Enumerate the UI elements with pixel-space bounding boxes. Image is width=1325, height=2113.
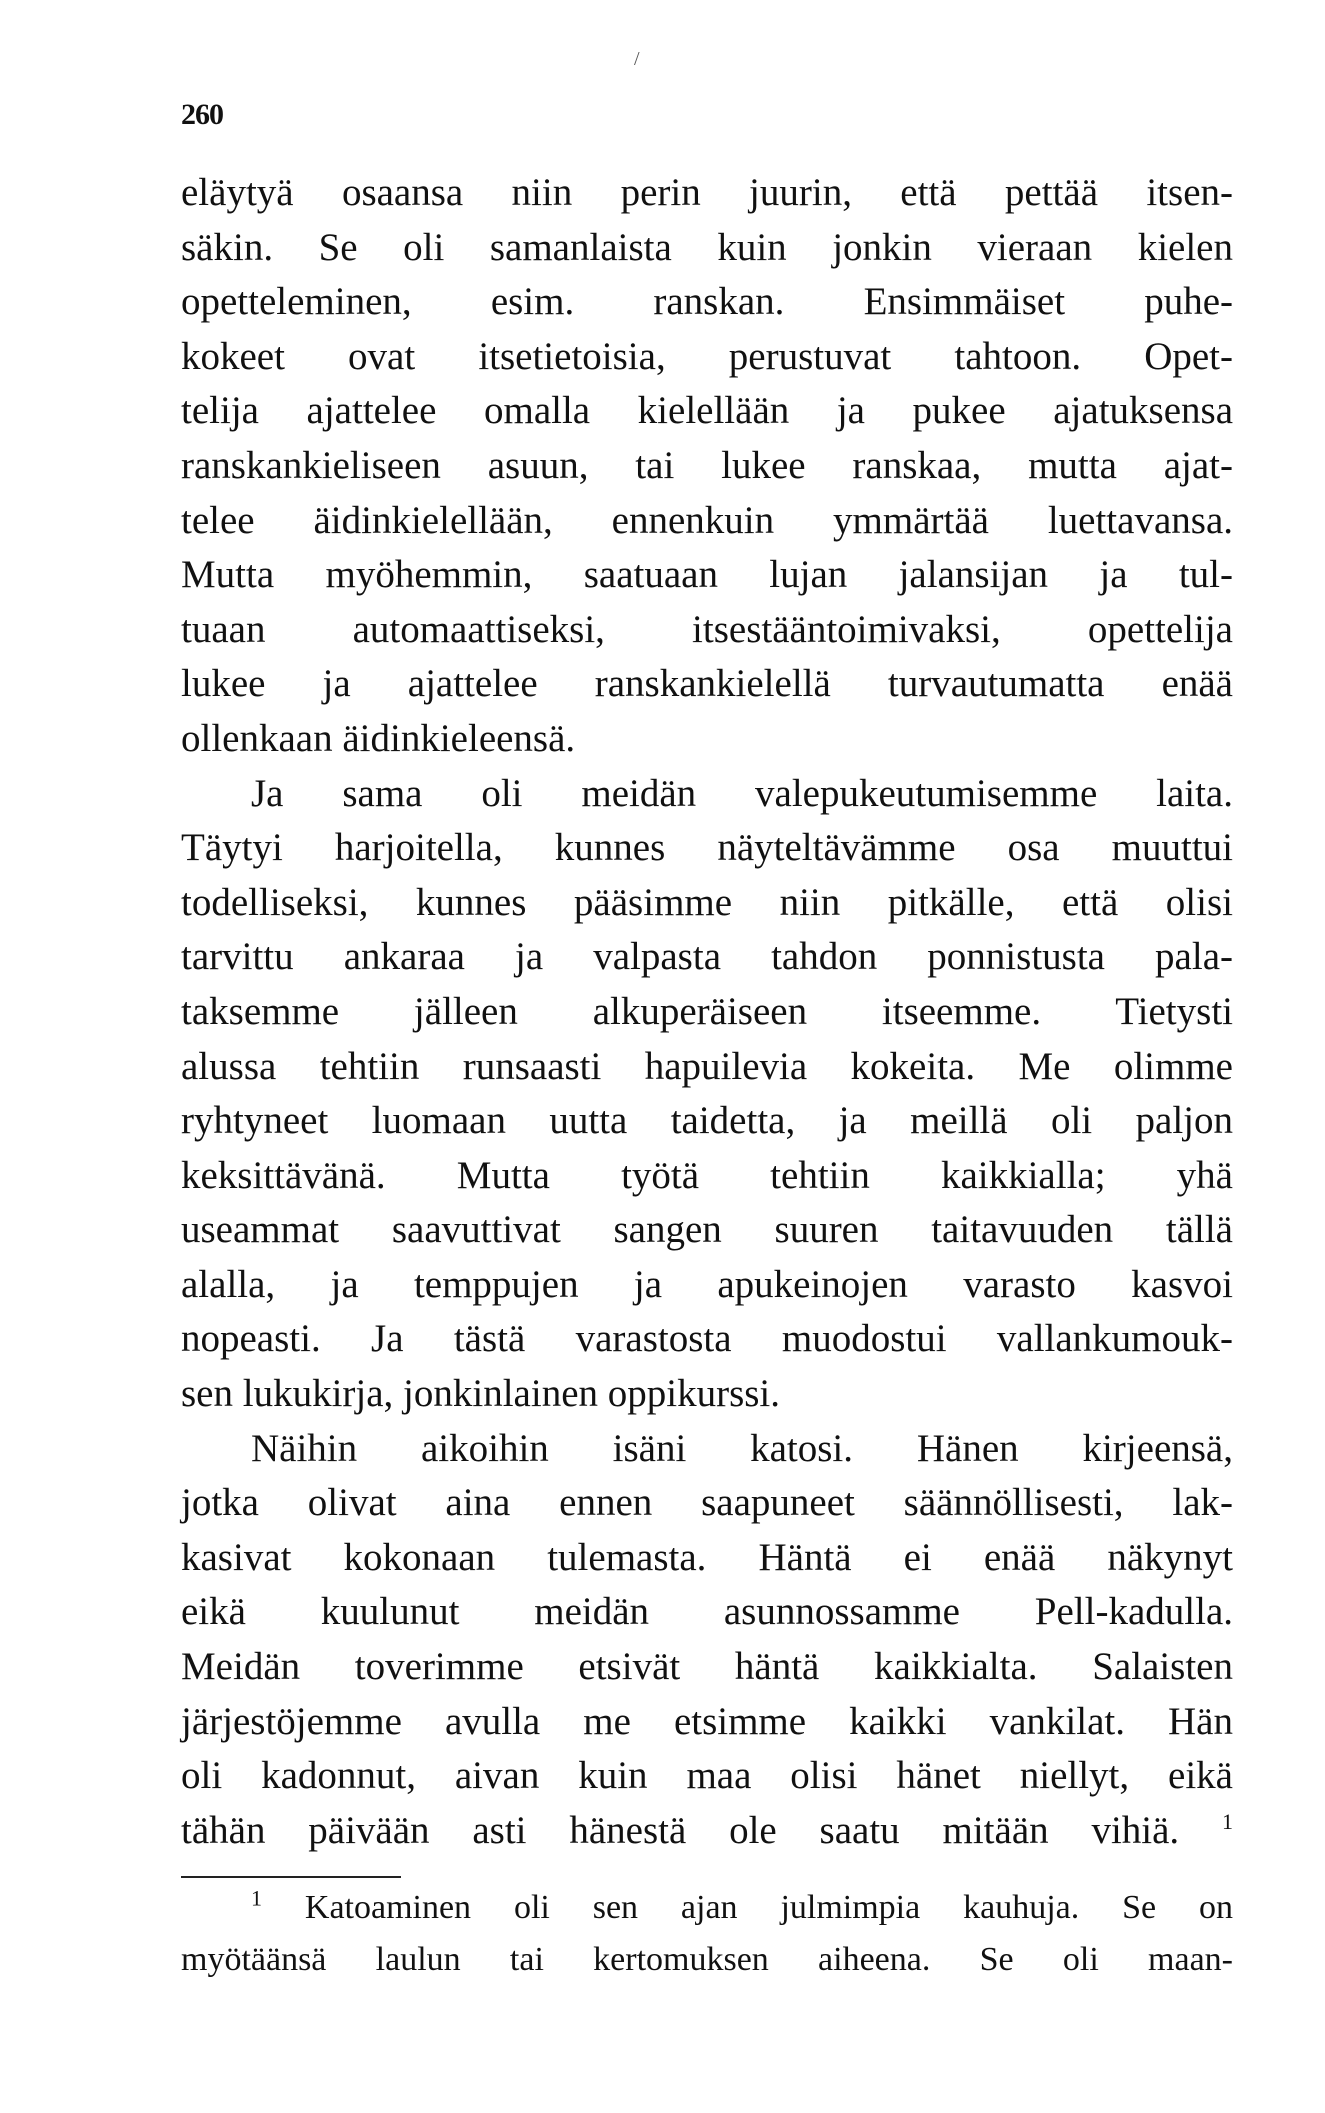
text-line: ollenkaan äidinkieleensä.: [181, 716, 576, 760]
text-line: useammat saavuttivat sangen suuren taitavuuden tällä: [181, 1208, 1233, 1252]
body-text: [181, 166, 1233, 1858]
footnote-marker: 1: [251, 1885, 262, 1911]
text-line: nopeasti. Ja tästä varastosta muodostui vallankumouk-: [181, 1317, 1233, 1361]
text-line: kasivat kokonaan tulemasta. Häntä ei enää näkynyt: [181, 1535, 1233, 1579]
text-line: todelliseksi, kunnes pääsimme niin pitkälle, että olisi: [181, 880, 1233, 924]
text-line-with-footnote-ref: [181, 1804, 1233, 1859]
footnote-line: [181, 1882, 1233, 1934]
stray-mark: /: [634, 48, 640, 70]
text-line: alussa tehtiin runsaasti hapuilevia kokeita. Me olimme: [181, 1044, 1233, 1088]
page-number: 260: [181, 98, 223, 131]
text-line: säkin. Se oli samanlaista kuin jonkin vieraan kielen: [181, 225, 1233, 269]
footnote-divider: [181, 1876, 401, 1878]
footnote-line: myötäänsä laulun tai kertomuksen aiheena. Se oli maan-: [181, 1941, 1233, 1978]
text-line: alalla, ja temppujen ja apukeinojen varasto kasvoi: [181, 1262, 1233, 1306]
text-line: eläytyä osaansa niin perin juurin, että pettää itsen-: [181, 171, 1233, 214]
text-line: sen lukukirja, jonkinlainen oppikurssi.: [181, 1372, 781, 1416]
text-line-content: tähän päivään asti hänestä ole saatu mitään vihiä.: [181, 1808, 1180, 1852]
text-line: Täytyi harjoitella, kunnes näyteltävämme osa muuttui: [181, 826, 1233, 870]
text-line: ryhtyneet luomaan uutta taidetta, ja meillä oli paljon: [181, 1099, 1233, 1143]
text-line: Näihin aikoihin isäni katosi. Hänen kirjeensä,: [251, 1426, 1233, 1470]
text-line: lukee ja ajattelee ranskankielellä turvautumatta enää: [181, 662, 1233, 706]
text-line: ranskankieliseen asuun, tai lukee ranskaa, mutta ajat-: [181, 443, 1233, 487]
text-line: keksittävänä. Mutta työtä tehtiin kaikkialla; yhä: [181, 1153, 1233, 1197]
text-line: Mutta myöhemmin, saatuaan lujan jalansijan ja tul-: [181, 553, 1233, 597]
text-line: eikä kuulunut meidän asunnossamme Pell-kadulla.: [181, 1590, 1233, 1634]
footnote-reference[interactable]: 1: [1222, 1808, 1234, 1834]
text-line: jotka olivat aina ennen saapuneet säännöllisesti, lak-: [181, 1481, 1233, 1525]
text-line: telee äidinkielellään, ennenkuin ymmärtää luettavansa.: [181, 498, 1233, 542]
text-line: Ja sama oli meidän valepukeutumisemme laita.: [251, 771, 1233, 815]
text-line: kokeet ovat itsetietoisia, perustuvat tahtoon. Opet-: [181, 334, 1233, 378]
text-line: opetteleminen, esim. ranskan. Ensimmäiset puhe-: [181, 280, 1233, 324]
text-line: järjestöjemme avulla me etsimme kaikki vankilat. Hän: [181, 1699, 1233, 1743]
text-line: oli kadonnut, aivan kuin maa olisi hänet niellyt, eikä: [181, 1754, 1233, 1798]
text-line: tuaan automaattiseksi, itsestääntoimivaksi, opettelija: [181, 607, 1233, 651]
text-line: telija ajattelee omalla kielellään ja pukee ajatuksensa: [181, 389, 1233, 433]
text-line: Meidän toverimme etsivät häntä kaikkialta. Salaisten: [181, 1645, 1233, 1689]
text-line: tarvittu ankaraa ja valpasta tahdon ponnistusta pala-: [181, 935, 1233, 979]
footnote-line-content: Katoaminen oli sen ajan julmimpia kauhuja. Se on: [304, 1889, 1234, 1926]
text-line: taksemme jälleen alkuperäiseen itseemme. Tietysti: [181, 989, 1233, 1033]
footnote: [181, 1882, 1233, 1986]
